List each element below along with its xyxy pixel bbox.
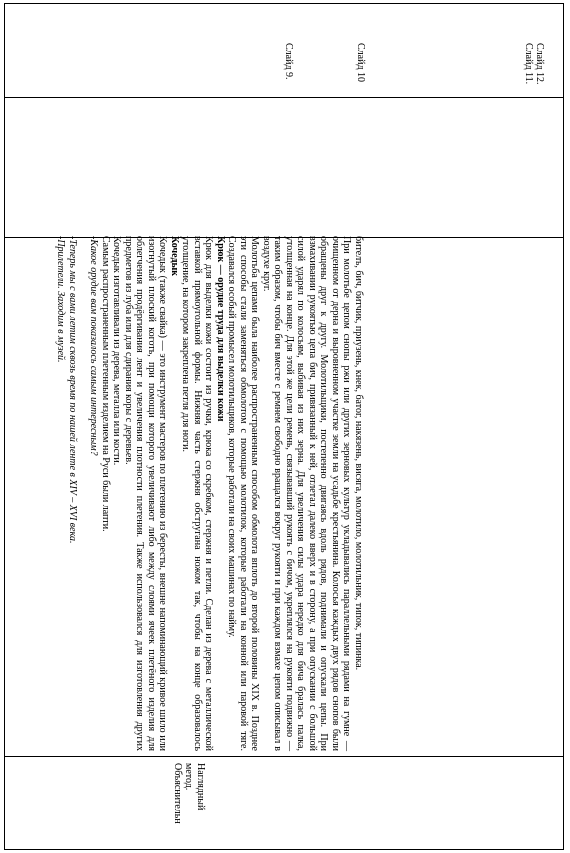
method-cell [172, 763, 207, 847]
method-line-3: Объяснительн [172, 763, 183, 824]
paragraph-flail-names: бителъ, бич, битчик, приузень, кнек, батог, накязень, висяга, молотило, молотильник, типок, типинка. [353, 236, 364, 671]
rotated-page [4, 3, 564, 850]
paragraph-kochedyk: Кочедык (также свайка) — это инструмент мастеров по плетению из бересты, внешне напоминающий кривое шило или изогнутый плоский коготь, при помощи которого увеличивают либо между слоями ячеек плетёного изделия для облегчения продёргивания лент и увеличения плотности плетения. Также использовался для изготовления других предметов из луба или для сдирания коры с деревьев. [123, 236, 169, 751]
line-time-travel: -Теперь мы с вами летим сквозь время по нашей ленте в XIV – XVI века. [67, 236, 78, 544]
line-museum: -Прилетели. Заходим в музей. [55, 236, 67, 363]
lesson-content [55, 236, 364, 751]
heading-kochedyk: Кочедык [169, 236, 180, 277]
slide-10-label: Слайд 10 [355, 43, 366, 83]
slide-11-label: Слайд 11. [523, 43, 534, 85]
paragraph-threshing: При молотьбе цепом снопы ржи или других зерновых культур укладывались параллельными рядами на гумне — очищенном от дерна и выровненном участке земли на усадьбе крестьянина. Колосья каждых двух рядов снопов были обращены друг к другу. Молотильщики, постепенно двигаясь вдоль рядов, поднимали и опускали цепы. При взмахивании рукоятью цепа бич, привязанный к ней, отлетал далеко вверх и в сторону, а при опускании с большой силой ударял по колосьям, выбивая из них зерна. Для увеличения силы удара нередко для бича бралась палка, утолщенная на конце. Для этой же цели ремень, связывавший рукоять с бичом, укреплялся на рукояти подвижно — таким образом, чтобы бич вместе с ремнем свободно вращался вокруг рукояти и при каждом взмахе цепом описывал в воздухе круг. [261, 236, 353, 751]
question-interesting: -Какое орудие вам показалось самым интересным? [88, 236, 100, 456]
paragraph-hook: Крюк для выделки кожи состоит из ручки, крюка со скребком, стержня и петли. Сделан из дерева с металлической вставкой прямоугольной формы. Нижняя часть стержня обструганa ножом так, чтобы на конце образовалось утолщение, на котором закреплена петля для ноги. [180, 236, 215, 751]
slide-12-label: Слайд 12. [534, 43, 545, 85]
slide-9-label: Слайд 9. [283, 43, 294, 80]
method-line-1: Наглядный [195, 763, 206, 811]
paragraph-lapti: Самым распространенным плетенным изделием на Руси были лапти. [100, 236, 111, 532]
paragraph-kochedyk-material: Кочедык изготавливали из дерева, металла или кости. [111, 236, 123, 466]
paragraph-threshing-history: Молотьба цепами была наиболее распространенным способом обмолота вплоть до второй половины XIX в. Позднее эти способы стали заменяться обмолотом с помощью молотилок, которые работали на конной или паровой тяге. Создавался особый промысел молотильщиков, которые работали на своих машинах по найму. [226, 236, 261, 751]
method-line-2: метод. [183, 763, 195, 791]
heading-hook: Крюк — орудие труда для выделки кожи [215, 236, 226, 422]
